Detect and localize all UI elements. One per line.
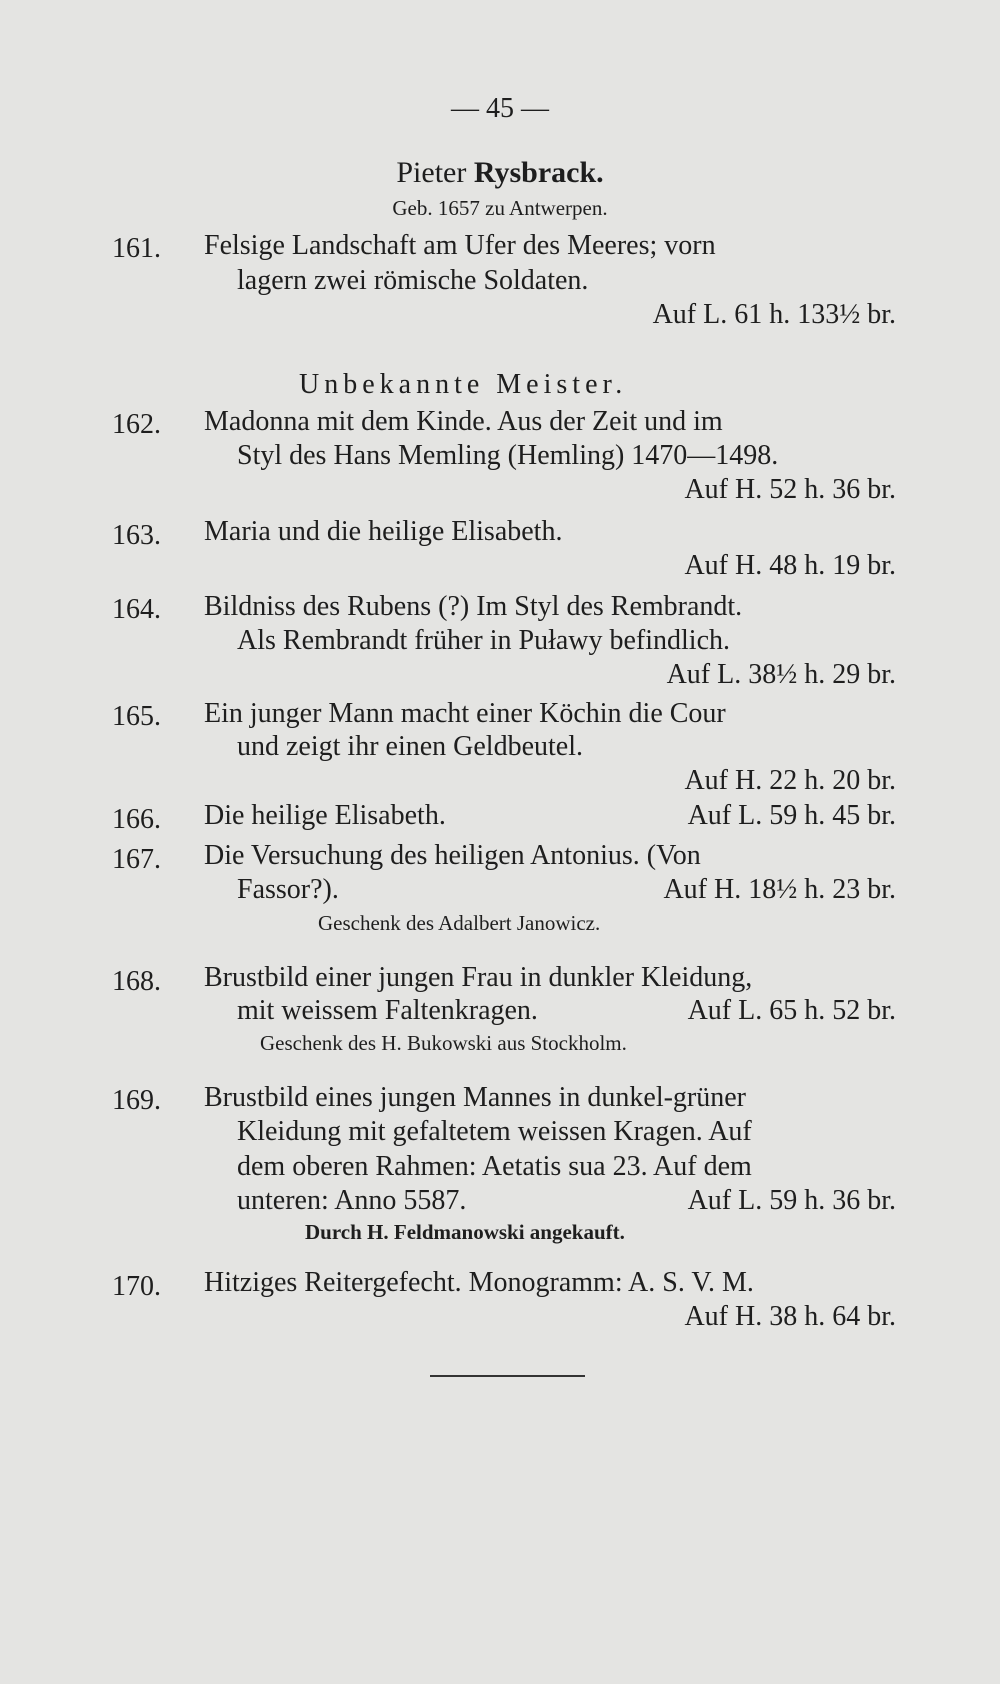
entry-number: 163. xyxy=(112,520,161,551)
entry-number: 166. xyxy=(112,804,161,835)
entry-measure: Auf L. 65 h. 52 br. xyxy=(687,995,896,1026)
entry-note: Geschenk des H. Bukowski aus Stockholm. xyxy=(260,1031,627,1055)
entry-measure: Auf L. 59 h. 36 br. xyxy=(687,1185,896,1216)
entry-measure: Auf H. 22 h. 20 br. xyxy=(684,765,896,796)
entry-title-line: Kleidung mit gefaltetem weissen Kragen. Auf xyxy=(237,1116,752,1147)
entry-measure: Auf L. 38½ h. 29 br. xyxy=(666,659,896,690)
artist-heading xyxy=(0,158,1000,188)
entry-title-line: Ein junger Mann macht einer Köchin die Cour xyxy=(204,698,726,729)
entry-title-line: Maria und die heilige Elisabeth. xyxy=(204,516,563,547)
entry-number: 164. xyxy=(112,594,161,625)
entry-measure: Auf H. 52 h. 36 br. xyxy=(684,474,896,505)
closing-rule xyxy=(430,1375,585,1377)
entry-measure: Auf L. 61 h. 133½ br. xyxy=(652,299,896,330)
entry-note: Geschenk des Adalbert Janowicz. xyxy=(318,911,601,935)
entry-title-line: Brustbild eines jungen Mannes in dunkel-grüner xyxy=(204,1082,747,1113)
entry-title-line: und zeigt ihr einen Geldbeutel. xyxy=(237,731,583,762)
entry-title-line: Als Rembrandt früher in Puławy befindlich. xyxy=(237,625,731,656)
entry-title-line: Fassor?). xyxy=(237,874,339,905)
entry-title-line: Brustbild einer jungen Frau in dunkler Kleidung, xyxy=(204,962,753,993)
entry-number: 165. xyxy=(112,701,161,732)
entry-number: 168. xyxy=(112,966,161,997)
entry-title-line: unteren: Anno 5587. xyxy=(237,1185,467,1216)
entry-title-line: Felsige Landschaft am Ufer des Meeres; vorn xyxy=(204,230,716,261)
entry-number: 162. xyxy=(112,409,161,440)
entry-title-line: Styl des Hans Memling (Hemling) 1470—1498. xyxy=(237,440,779,471)
entry-number: 169. xyxy=(112,1085,161,1116)
entry-measure: Auf H. 48 h. 19 br. xyxy=(684,550,896,581)
entry-title-line: Die Versuchung des heiligen Antonius. (Von xyxy=(204,840,701,871)
entry-number: 161. xyxy=(112,233,161,264)
artist-birth: Geb. 1657 zu Antwerpen. xyxy=(392,196,608,220)
entry-title-line: lagern zwei römische Soldaten. xyxy=(237,265,589,296)
entry-title-line: dem oberen Rahmen: Aetatis sua 23. Auf dem xyxy=(237,1151,752,1182)
page-number: — 45 — xyxy=(451,93,549,124)
entry-measure: Auf L. 59 h. 45 br. xyxy=(687,800,896,831)
entry-title-line: mit weissem Faltenkragen. xyxy=(237,995,538,1026)
entry-measure: Auf H. 38 h. 64 br. xyxy=(684,1301,896,1332)
entry-title-line: Hitziges Reitergefecht. Monogramm: A. S. V. M. xyxy=(204,1267,754,1298)
section-heading: Unbekannte Meister. xyxy=(299,369,628,400)
entry-number: 170. xyxy=(112,1271,161,1302)
entry-note: Durch H. Feldmanowski angekauft. xyxy=(305,1220,625,1244)
entry-number: 167. xyxy=(112,844,161,875)
entry-title-line: Die heilige Elisabeth. xyxy=(204,800,446,831)
artist-first-name: Pieter xyxy=(396,156,474,189)
entry-measure: Auf H. 18½ h. 23 br. xyxy=(663,874,896,905)
entry-title-line: Bildniss des Rubens (?) Im Styl des Rembrandt. xyxy=(204,591,743,622)
artist-last-name: Rysbrack. xyxy=(473,156,604,189)
entry-title-line: Madonna mit dem Kinde. Aus der Zeit und im xyxy=(204,406,723,437)
